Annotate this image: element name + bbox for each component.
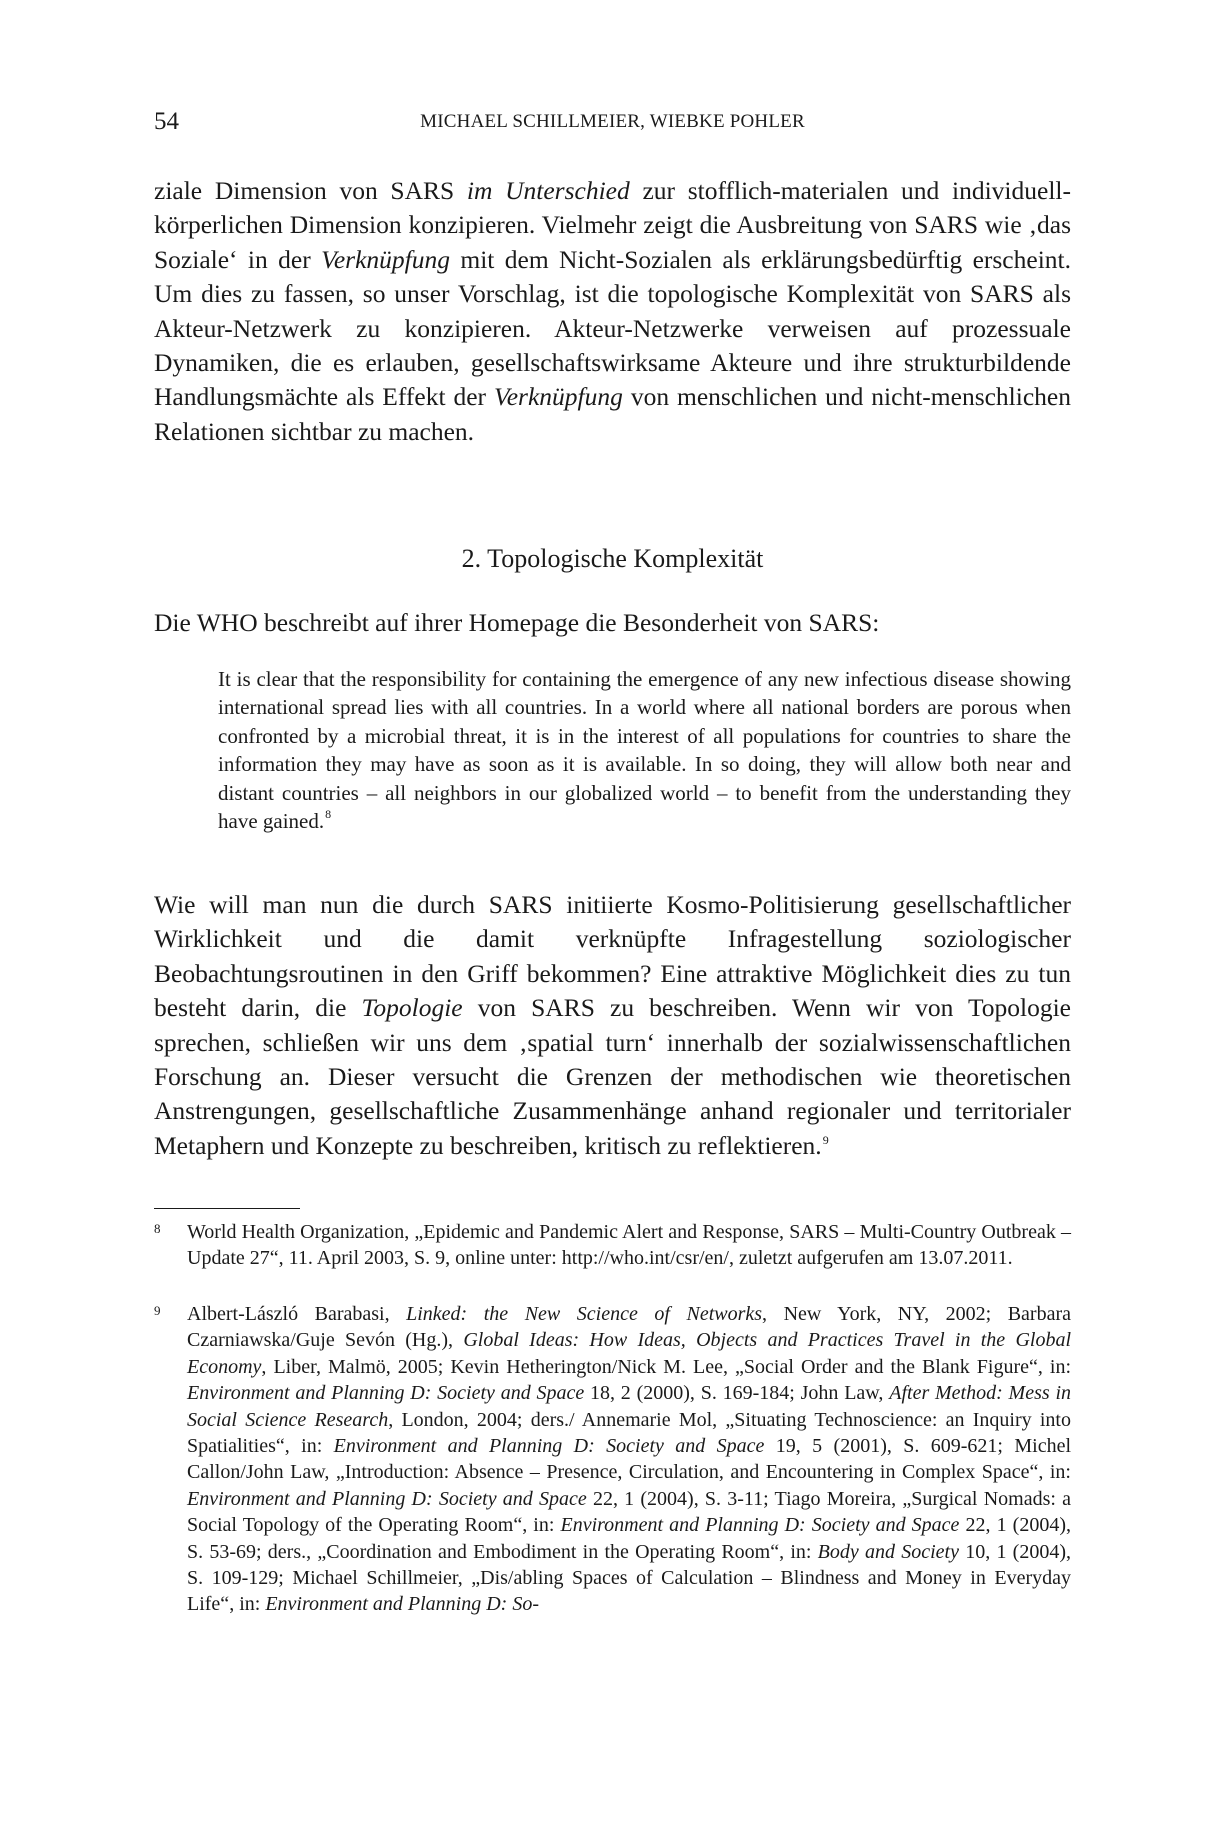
emphasis: Verknüpfung bbox=[493, 382, 623, 412]
citation-title: Body and Society bbox=[817, 1540, 959, 1563]
footnote-ref[interactable]: 9 bbox=[822, 1132, 829, 1147]
citation-title: Global Ideas: How Ideas, Objects and Practices Travel in the Global Economy bbox=[187, 1329, 1072, 1378]
text-span: 22, 1 (2004), S. 53-69; ders., „Coordination and Embodiment in the Operating Room“, in: bbox=[187, 1514, 1071, 1563]
text-span: von SARS zu beschreiben. Wenn wir von Topologie sprechen, schließen wir uns dem ‚spatial turn‘ innerhalb der sozialwissenschaftlichen Forschung an. Dieser versucht die Grenzen der methodischen wie theoretischen Anstrengungen, gesellschaftliche Zusammenhänge anhand regionaler und territorialer Metaphern und Konzepte zu beschreiben, kritisch zu reflektieren. bbox=[154, 993, 1072, 1160]
citation-title: Environment and Planning D: Society and Space bbox=[560, 1514, 960, 1537]
citation-title: Environment and Planning D: Society and Space bbox=[187, 1382, 585, 1405]
footnote-text: World Health Organization, „Epidemic and Pandemic Alert and Response, SARS – Multi-Country Outbreak – Update 27“, 11. April 2003, S. 9, online unter: http://who.int/csr/en/, zuletzt aufgerufen am 13.07.2011. bbox=[187, 1221, 1071, 1270]
text-span: 22, 1 (2004), S. 3-11; Tiago Moreira, „Surgical Nomads: a Social Topology of the Operating Room“, in: bbox=[187, 1487, 1071, 1537]
emphasis: im Unterschied bbox=[466, 176, 630, 205]
citation-title: Environment and Planning D: Society and Space bbox=[333, 1435, 765, 1458]
citation-title: Environment and Planning D: So- bbox=[265, 1593, 539, 1616]
footnote-number: 9 bbox=[154, 1303, 161, 1318]
footnote-8 bbox=[154, 1219, 1071, 1272]
running-head: MICHAEL SCHILLMEIER, WIEBKE POHLER bbox=[420, 111, 805, 132]
text-span: mit dem Nicht-Sozialen als erklärungsbedürftig erscheint. Um dies zu fassen, so unser Vorschlag, ist die topologische Komplexität von SARS als Akteur-Netzwerk zu konzipieren. Akteur-Netzwerke verweisen auf prozessuale Dynamiken, die es erlauben, gesellschaftswirksame Akteure und ihre strukturbildende Handlungsmächte als Effekt der bbox=[154, 244, 1071, 412]
footnote-text bbox=[187, 1301, 1071, 1618]
section-heading: 2. Topologische Komplexität bbox=[461, 544, 764, 573]
text-span: 10, 1 (2004), S. 109-129; Michael Schillmeier, „Dis/abling Spaces of Calculation – Blindness and Money in Everyday Life“, in: bbox=[187, 1540, 1071, 1616]
text-span: Albert-László Barabasi, bbox=[187, 1303, 407, 1325]
emphasis: Verknüpfung bbox=[321, 244, 450, 274]
text-span: von menschlichen und nicht-menschlichen Relationen sichtbar zu machen. bbox=[154, 382, 1071, 446]
text-span: zur stofflich-materialen und individuell-körperlichen Dimension konzipieren. Vielmehr zeigt die Ausbreitung von SARS wie ‚das Soziale‘ in der bbox=[154, 176, 1071, 274]
block-quote bbox=[218, 665, 1071, 835]
text-span: Wie will man nun die durch SARS initiierte Kosmo-Politisierung gesellschaftlicher Wirklichkeit und die damit verknüpfte Infragestellung soziologischer Beobachtungsroutinen in den Griff bekommen? Eine attraktive Möglichkeit dies zu tun besteht darin, die bbox=[154, 890, 1071, 1023]
footnote-9 bbox=[154, 1301, 1071, 1618]
text-span: 19, 5 (2001), S. 609-621; Michel Callon/John Law, „Introduction: Absence – Presence, Circulation, and Encountering in Complex Space“, in: bbox=[187, 1435, 1072, 1484]
citation-title: After Method: Mess in Social Science Research bbox=[187, 1382, 1072, 1431]
footnote-number: 8 bbox=[154, 1221, 161, 1236]
citation-title: Environment and Planning D: Society and Space bbox=[187, 1487, 587, 1510]
page-header bbox=[154, 108, 1071, 140]
text-span: ziale Dimension von SARS bbox=[154, 176, 467, 205]
text-span: , London, 2004; ders./ Annemarie Mol, „Situating Technoscience: an Inquiry into Spatialities“, in: bbox=[187, 1408, 1071, 1458]
intro-line: Die WHO beschreibt auf ihrer Homepage die Besonderheit von SARS: bbox=[154, 608, 880, 637]
text-span: , New York, NY, 2002; Barbara Czarniawska/Guje Sevón (Hg.), bbox=[187, 1303, 1071, 1352]
text-span: 18, 2 (2000), S. 169-184; John Law, bbox=[584, 1382, 890, 1405]
page-number: 54 bbox=[154, 108, 179, 135]
emphasis: Topologie bbox=[361, 993, 463, 1023]
paragraph-2 bbox=[154, 888, 1071, 1163]
citation-title: Linked: the New Science of Networks bbox=[406, 1303, 763, 1325]
text-span: , Liber, Malmö, 2005; Kevin Hetherington/Nick M. Lee, „Social Order and the Blank Figure“, in: bbox=[261, 1355, 1071, 1378]
quote-text: It is clear that the responsibility for containing the emergence of any new infectious disease showing international spread lies with all countries. In a world where all national borders are porous when confronted by a microbial threat, it is in the interest of all populations for countries to share the information they may have as soon as it is available. In so doing, they will allow both near and distant countries – all neighbors in our globalized world – to benefit from the understanding they have gained. bbox=[218, 667, 1071, 834]
paragraph-1 bbox=[154, 174, 1071, 449]
footnote-ref[interactable]: 8 bbox=[325, 807, 332, 822]
footnote-divider bbox=[154, 1208, 300, 1209]
